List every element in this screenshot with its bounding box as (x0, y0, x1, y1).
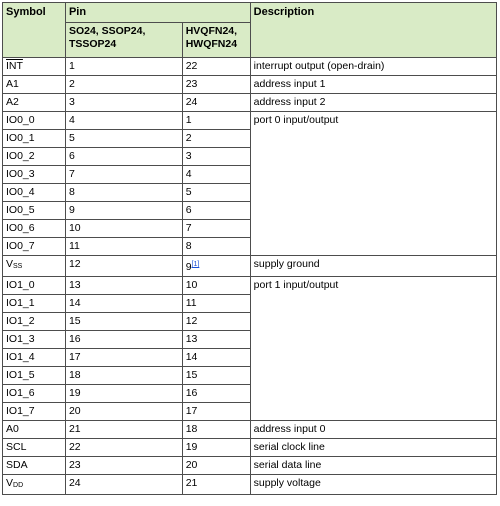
pin-hvqfn24-cell (182, 256, 250, 277)
pin-so24-cell: 21 (65, 421, 182, 439)
description-cell: interrupt output (open-drain) (250, 58, 496, 76)
table-row (3, 112, 497, 130)
pin-so24-cell: 6 (65, 148, 182, 166)
symbol-cell: SCL (3, 439, 66, 457)
pin-hvqfn24-cell: 12 (182, 313, 250, 331)
pin-hvqfn24-cell: 13 (182, 331, 250, 349)
pin-hvqfn24-cell: 11 (182, 295, 250, 313)
pin-hvqfn24-cell: 19 (182, 439, 250, 457)
symbol-cell: IO0_0 (3, 112, 66, 130)
symbol-cell (3, 58, 66, 76)
symbol-cell: IO0_2 (3, 148, 66, 166)
description-cell: address input 1 (250, 76, 496, 94)
description-cell: supply voltage (250, 475, 496, 495)
table-row (3, 475, 497, 495)
pin-hvqfn24-cell: 22 (182, 58, 250, 76)
symbol-text: $\overline{INT}$ (6, 60, 23, 72)
pin-so24-cell: 1 (65, 58, 182, 76)
pin-hvqfn24-cell: 2 (182, 130, 250, 148)
pin-hvqfn24-cell: 4 (182, 166, 250, 184)
table-row (3, 457, 497, 475)
pin-so24-cell: 23 (65, 457, 182, 475)
pin-so24-cell: 17 (65, 349, 182, 367)
pin-so24-cell: 14 (65, 295, 182, 313)
symbol-cell: A0 (3, 421, 66, 439)
symbol-cell: IO1_6 (3, 385, 66, 403)
symbol-text: V (6, 477, 14, 489)
symbol-cell: IO0_5 (3, 202, 66, 220)
pin-so24-cell: 2 (65, 76, 182, 94)
symbol-cell: IO1_7 (3, 403, 66, 421)
symbol-cell: IO0_7 (3, 238, 66, 256)
pin-hvqfn24-cell: 8 (182, 238, 250, 256)
header-row (3, 3, 497, 23)
pin-so24-cell: 8 (65, 184, 182, 202)
pin-so24-cell: 24 (65, 475, 182, 495)
pin-hvqfn24-cell: 16 (182, 385, 250, 403)
pin-so24-cell: 5 (65, 130, 182, 148)
pin-hvqfn24-cell: 7 (182, 220, 250, 238)
symbol-cell: IO1_4 (3, 349, 66, 367)
symbol-cell: IO0_6 (3, 220, 66, 238)
pin-so24-cell: 3 (65, 94, 182, 112)
pin-so24-cell: 11 (65, 238, 182, 256)
table-row (3, 94, 497, 112)
symbol-text: V (6, 258, 14, 270)
table-row (3, 439, 497, 457)
symbol-cell: IO1_1 (3, 295, 66, 313)
header-pin: Pin (65, 3, 250, 23)
pin-description-table (2, 2, 497, 495)
symbol-subscript: SS (13, 263, 23, 270)
table-row (3, 256, 497, 277)
table-row (3, 277, 497, 295)
table-row (3, 58, 497, 76)
header-package-so24: SO24, SSOP24, TSSOP24 (65, 23, 182, 58)
table-row (3, 421, 497, 439)
pin-so24-cell: 4 (65, 112, 182, 130)
symbol-cell (3, 256, 66, 277)
symbol-cell: IO0_4 (3, 184, 66, 202)
description-cell: serial data line (250, 457, 496, 475)
pin-number: 9 (185, 261, 192, 273)
symbol-cell: IO1_0 (3, 277, 66, 295)
pin-hvqfn24-cell: 5 (182, 184, 250, 202)
pin-so24-cell: 16 (65, 331, 182, 349)
pin-so24-cell: 20 (65, 403, 182, 421)
description-cell: port 0 input/output (250, 112, 496, 256)
symbol-cell: A2 (3, 94, 66, 112)
pin-hvqfn24-cell: 14 (182, 349, 250, 367)
header-package-hvqfn24: HVQFN24, HWQFN24 (182, 23, 250, 58)
pin-hvqfn24-cell: 20 (182, 457, 250, 475)
pin-hvqfn24-cell: 17 (182, 403, 250, 421)
symbol-cell: A1 (3, 76, 66, 94)
description-cell: address input 2 (250, 94, 496, 112)
pin-so24-cell: 10 (65, 220, 182, 238)
pin-hvqfn24-cell: 23 (182, 76, 250, 94)
symbol-cell: SDA (3, 457, 66, 475)
symbol-cell: IO0_3 (3, 166, 66, 184)
table-row (3, 76, 497, 94)
pin-hvqfn24-cell: 10 (182, 277, 250, 295)
symbol-subscript: DD (13, 482, 24, 489)
footnote-link[interactable]: [1] (191, 261, 200, 268)
description-cell: address input 0 (250, 421, 496, 439)
pin-so24-cell: 12 (65, 256, 182, 277)
symbol-cell (3, 475, 66, 495)
pin-hvqfn24-cell: 6 (182, 202, 250, 220)
header-description: Description (250, 3, 496, 58)
description-cell: supply ground (250, 256, 496, 277)
description-cell: port 1 input/output (250, 277, 496, 421)
pin-so24-cell: 13 (65, 277, 182, 295)
pin-so24-cell: 22 (65, 439, 182, 457)
description-cell: serial clock line (250, 439, 496, 457)
pin-hvqfn24-cell: 24 (182, 94, 250, 112)
header-symbol: Symbol (3, 3, 66, 58)
pin-so24-cell: 15 (65, 313, 182, 331)
pin-hvqfn24-cell: 15 (182, 367, 250, 385)
pin-hvqfn24-cell: 21 (182, 475, 250, 495)
pin-so24-cell: 19 (65, 385, 182, 403)
symbol-cell: IO1_3 (3, 331, 66, 349)
pin-so24-cell: 7 (65, 166, 182, 184)
pin-so24-cell: 9 (65, 202, 182, 220)
symbol-cell: IO1_2 (3, 313, 66, 331)
pin-hvqfn24-cell: 18 (182, 421, 250, 439)
symbol-cell: IO0_1 (3, 130, 66, 148)
pin-hvqfn24-cell: 3 (182, 148, 250, 166)
symbol-cell: IO1_5 (3, 367, 66, 385)
pin-hvqfn24-cell: 1 (182, 112, 250, 130)
pin-so24-cell: 18 (65, 367, 182, 385)
